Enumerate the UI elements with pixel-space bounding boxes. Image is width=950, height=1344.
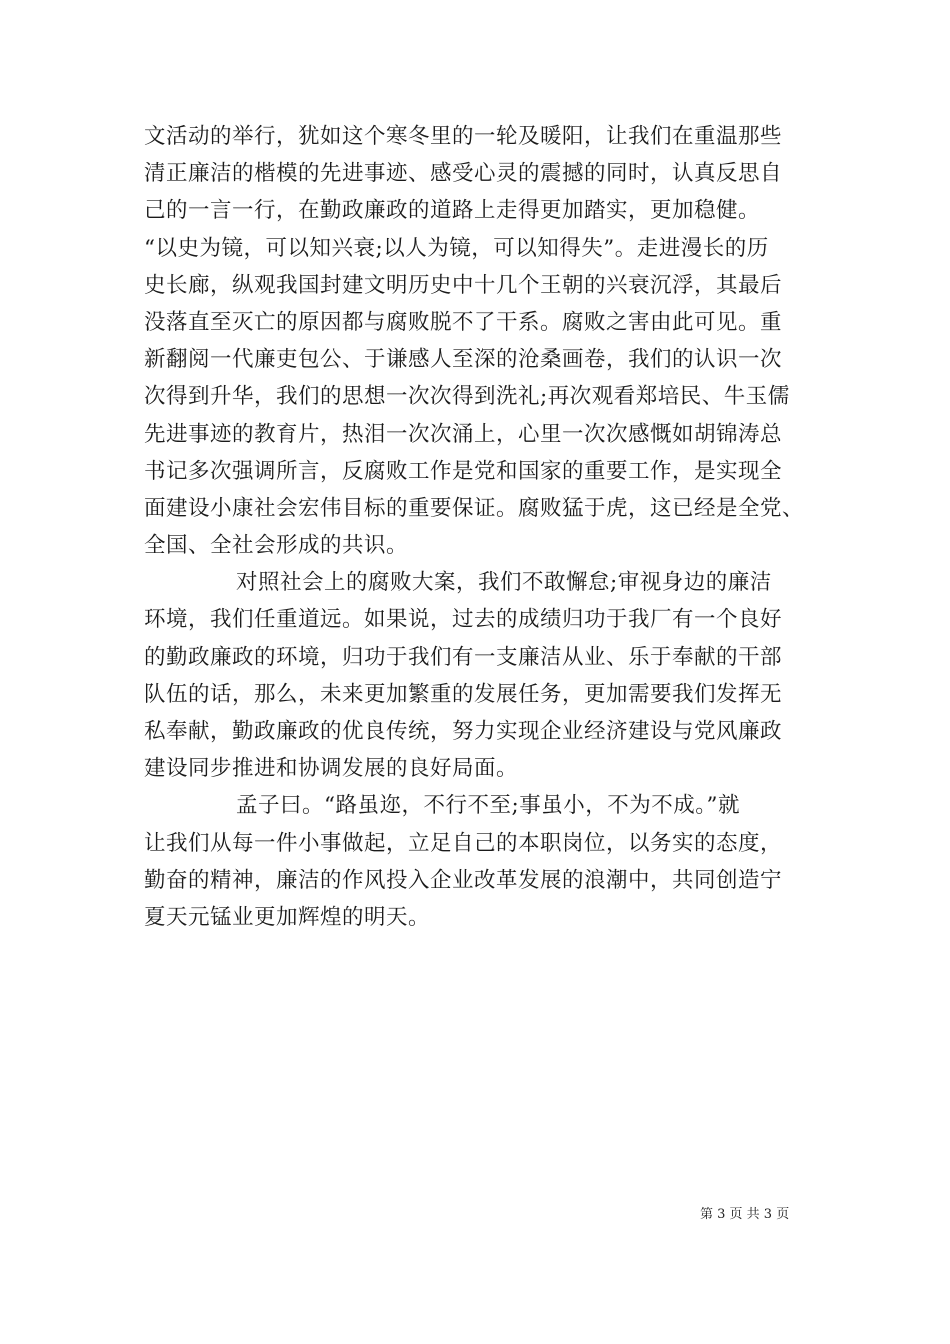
paragraph-start-line: 孟子曰。“路虽迩，不行不至;事虽小，不为不成。”就 <box>236 793 740 819</box>
text-line: 文活动的举行，犹如这个寒冬里的一轮及暖阳，让我们在重温那些 <box>144 124 783 149</box>
text-line: 让我们从每一件小事做起，立足自己的本职岗位，以务实的态度， <box>144 830 783 856</box>
paragraph-start-line: 对照社会上的腐败大案，我们不敢懈怠;审视身边的廉洁 <box>236 570 772 596</box>
text-line: 建设同步推进和协调发展的良好局面。 <box>144 756 519 782</box>
text-line: 面建设小康社会宏伟目标的重要保证。腐败猛于虎，这已经是全党、 <box>144 495 805 521</box>
text-line: “以史为镜，可以知兴衰;以人为镜，可以知得失”。走进漫长的历 <box>144 235 769 261</box>
text-line: 的勤政廉政的环境，归功于我们有一支廉洁从业、乐于奉献的干部 <box>144 644 783 670</box>
text-line: 新翻阅一代廉吏包公、于谦感人至深的沧桑画卷，我们的认识一次 <box>144 347 783 373</box>
text-line: 己的一言一行，在勤政廉政的道路上走得更加踏实，更加稳健。 <box>144 198 761 224</box>
text-line: 私奉献，勤政廉政的优良传统，努力实现企业经济建设与党风廉政 <box>144 719 783 744</box>
text-line: 次得到升华，我们的思想一次次得到洗礼;再次观看郑培民、牛玉儒 <box>144 384 790 410</box>
text-line: 书记多次强调所言，反腐败工作是党和国家的重要工作，是实现全 <box>144 458 783 484</box>
text-line: 勤奋的精神，廉洁的作风投入企业改革发展的浪潮中，共同创造宁 <box>144 867 783 893</box>
text-line: 先进事迹的教育片，热泪一次次涌上，心里一次次感慨如胡锦涛总 <box>144 421 783 447</box>
text-line: 全国、全社会形成的共识。 <box>144 533 409 559</box>
text-line: 夏天元锰业更加辉煌的明天。 <box>144 904 431 930</box>
text-line: 队伍的话，那么，未来更加繁重的发展任务，更加需要我们发挥无 <box>144 681 783 707</box>
text-line: 清正廉洁的楷模的先进事迹、感受心灵的震撼的同时，认真反思自 <box>144 161 783 187</box>
page-number: 第 3 页 共 3 页 <box>700 1207 790 1222</box>
text-line: 没落直至灭亡的原因都与腐败脱不了干系。腐败之害由此可见。重 <box>144 309 783 335</box>
text-line: 环境，我们任重道远。如果说，过去的成绩归功于我厂有一个良好 <box>144 607 783 633</box>
body-text <box>144 118 834 936</box>
text-line: 史长廊，纵观我国封建文明历史中十几个王朝的兴衰沉浮，其最后 <box>144 272 783 298</box>
